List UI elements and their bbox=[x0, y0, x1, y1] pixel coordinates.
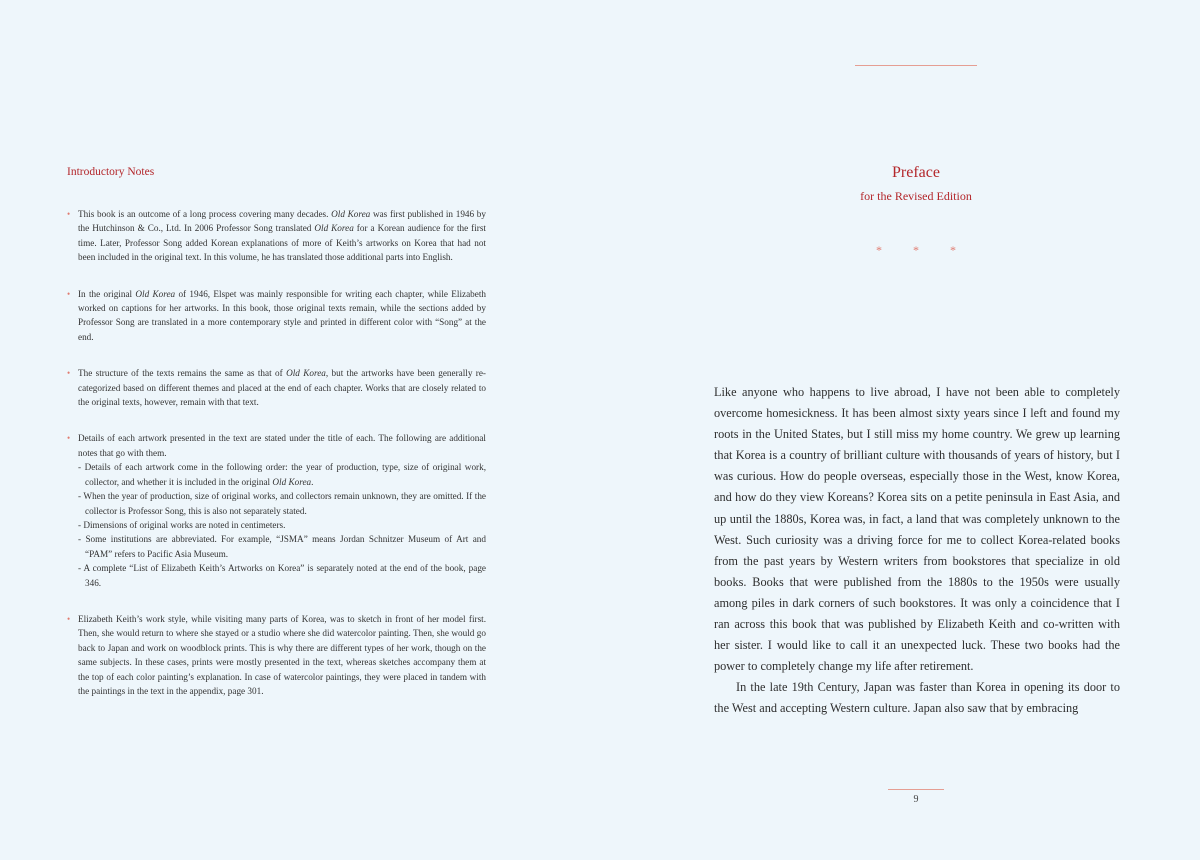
preface-paragraph: Like anyone who happens to live abroad, I have not been able to completely overcome homesickness. It has been almost sixty years since I left and found my roots in the United States, but I still miss my home country. We grew up learning that Korea is a country of brilliant culture with thousands of years of history, but I was curious. How do people overseas, especially those in the West, know Korea, and how do they view Koreans? Korea sits on a petite peninsula in East Asia, and up until the 1880s, Korea was, in fact, a land that was completely unknown to the West. Such curiosity was a driving force for me to collect Korea-related books from the past years by Western writers from bookstores that specialize in old books. Books that were published from the 1880s to the 1950s were usually among piles in dark corners of such bookstores. It was only a coincidence that I ran across this book that was published by Elizabeth Keith and co-written with her sister. I would like to call it an unexpected luck. These two books had the power to completely change my life after retirement. bbox=[714, 385, 1120, 674]
bullet-icon: • bbox=[67, 433, 71, 444]
asterism-ornament-icon: * * * bbox=[876, 243, 970, 257]
top-divider bbox=[855, 65, 977, 66]
preface-body bbox=[714, 382, 1120, 720]
note-text: Details of each artwork presented in the text are stated under the title of each. The following are additional notes that go with them. bbox=[78, 433, 486, 458]
note-item bbox=[67, 287, 486, 345]
note-subitem-text: . bbox=[311, 476, 314, 487]
preface-subtitle: for the Revised Edition bbox=[860, 189, 972, 203]
note-subitem: - Some institutions are abbreviated. For example, “JSMA” means Jordan Schnitzer Museum of Art and “PAM” refers to Pacific Asia Museum. bbox=[78, 534, 486, 559]
bullet-icon: • bbox=[67, 613, 71, 624]
note-text: was first published in 1946 by the Hutchinson & Co., Ltd. In 2006 Professor Song translated bbox=[78, 209, 486, 234]
note-text: The structure of the texts remains the same as that of bbox=[78, 368, 287, 379]
note-subitem: - A complete “List of Elizabeth Keith’s Artworks on Korea” is separately noted at the end of the book, page 346. bbox=[78, 563, 486, 588]
right-page bbox=[600, 0, 1200, 860]
note-subitem bbox=[78, 460, 486, 489]
note-text: This book is an outcome of a long process covering many decades. bbox=[78, 209, 332, 219]
notes-list bbox=[67, 207, 486, 720]
note-text: for a Korean audience for the first time. Later, Professor Song added Korean explanations of more of Keith’s artworks on Korea that had not been included in the original text. In this volume, he has translated those additional parts into English. bbox=[78, 223, 486, 263]
note-subitem-text: - Details of each artwork come in the following order: the year of production, type, size of original work, collector, and whether it is included in the original bbox=[78, 462, 486, 487]
preface-paragraph: In the late 19th Century, Japan was faster than Korea in opening its door to the West and accepting Western culture. Japan also saw that by embracing bbox=[714, 680, 1120, 716]
book-title: Old Korea bbox=[314, 223, 354, 234]
note-item bbox=[67, 207, 486, 265]
introductory-notes-heading: Introductory Notes bbox=[67, 166, 155, 178]
note-text: Elizabeth Keith’s work style, while visiting many parts of Korea, was to sketch in front of her model first. Then, she would return to where she stayed or a studio where she did watercolor painting. Then, she would go back to Japan and work on woodblock prints. This is why there are different types of her work, though on the same subjects. In these cases, prints were mostly presented in the text, whereas sketches accompany them at the top of each color painting’s explanation. In case of watercolor paintings, they were placed in tandem with the paintings in the text in the appendix, page 301. bbox=[78, 613, 486, 696]
book-title: Old Korea bbox=[135, 288, 176, 299]
note-text: In the original bbox=[78, 288, 136, 299]
book-title: Old Korea bbox=[286, 368, 326, 379]
book-title: Old Korea bbox=[331, 209, 371, 219]
preface-title: Preface bbox=[892, 164, 940, 181]
note-item bbox=[67, 612, 486, 698]
note-subitem: - Dimensions of original works are noted in centimeters. bbox=[78, 519, 286, 530]
footer-divider bbox=[888, 789, 944, 790]
note-item bbox=[67, 366, 486, 409]
note-subitem: - When the year of production, size of original works, and collectors remain unknown, they are omitted. If the collector is Professor Song, this is also not separately stated. bbox=[78, 491, 486, 516]
page-number: 9 bbox=[913, 794, 919, 805]
bullet-icon: • bbox=[67, 209, 71, 219]
bullet-icon: • bbox=[67, 368, 71, 379]
book-title: Old Korea bbox=[272, 476, 312, 487]
bullet-icon: • bbox=[67, 288, 71, 299]
note-item bbox=[67, 431, 486, 589]
note-text: of 1946, Elspet was mainly responsible for writing each chapter, while Elizabeth worked on captions for her artworks. In this book, those original texts remain, while the sections added by Professor Song are translated in a more contemporary style and printed in different color with “Song” at the end. bbox=[78, 288, 486, 342]
note-text: , but the artworks have been generally re-categorized based on different themes and placed at the end of each chapter. Works that are closely related to the original texts, however, remain with that text. bbox=[78, 368, 486, 408]
